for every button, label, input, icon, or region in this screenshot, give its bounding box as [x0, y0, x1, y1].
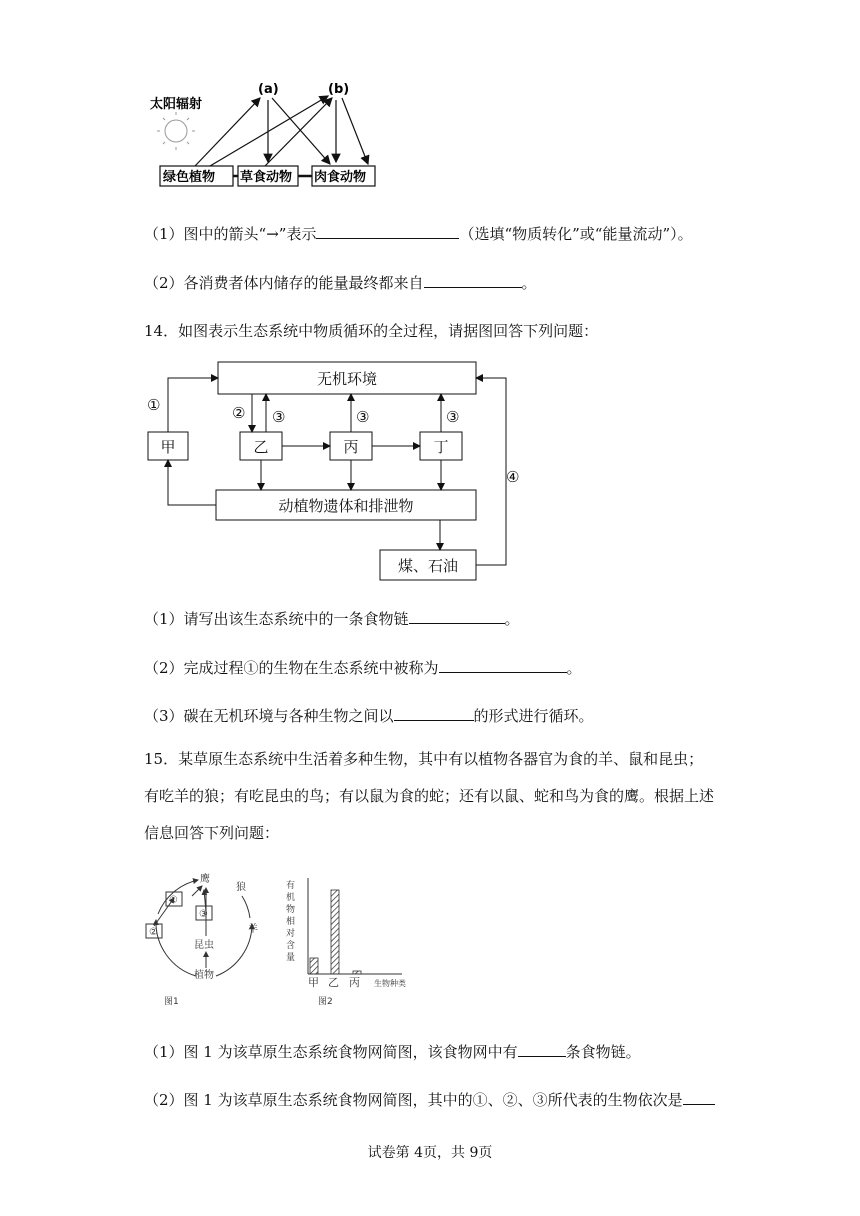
- insect-label: 昆虫: [194, 940, 214, 951]
- y-axis-label-char: 对: [286, 929, 296, 939]
- q13-sub1-blank[interactable]: [316, 222, 459, 239]
- ding-label: 丁: [433, 438, 449, 456]
- process-4-label: ④: [506, 468, 520, 486]
- figure-2-caption: 图2: [318, 997, 333, 1007]
- y-axis-label-char: 相: [286, 917, 296, 927]
- q15-sub2-blank[interactable]: [683, 1088, 715, 1105]
- sheep-label: 羊: [248, 924, 258, 935]
- inorganic-env-label: 无机环境: [316, 370, 378, 388]
- bar-bing: [353, 971, 361, 974]
- q14-sub2-blank[interactable]: [439, 656, 567, 673]
- bar-yi: [331, 890, 339, 974]
- a-label: (a): [258, 82, 279, 97]
- carbon-cycle-diagram: [140, 360, 530, 584]
- green-plant-label: 绿色植物: [163, 170, 216, 185]
- q15-sub1-blank[interactable]: [518, 1040, 566, 1057]
- process-3-label-ding: ③: [446, 408, 460, 426]
- carnivore-label: 肉食动物: [314, 170, 367, 185]
- node-1-label: ①: [169, 895, 178, 906]
- y-axis-label-char: 物: [286, 905, 296, 915]
- q15-sub2: （2）图 1 为该草原生态系统食物网简图，其中的①、②、③所代表的生物依次是: [144, 1088, 715, 1110]
- q13-sub1: （1）图中的箭头“→”表示 （选填“物质转化”或“能量流动”）。: [144, 222, 693, 244]
- figure-1-caption: 图1: [164, 997, 179, 1007]
- sun-label: 太阳辐射: [150, 97, 203, 112]
- energy-flow-diagram: [150, 78, 390, 190]
- cat-bing: 丙: [349, 976, 360, 989]
- q14-title: 14．如图表示生态系统中物质循环的全过程，请据图回答下列问题：: [144, 322, 599, 340]
- node-2-label: ②: [149, 927, 158, 938]
- y-axis-label-char: 量: [286, 953, 296, 963]
- y-axis-label-char: 有: [286, 881, 296, 891]
- page-footer: 试卷第 4页，共 9页: [367, 1145, 493, 1161]
- sun-icon: [157, 112, 195, 150]
- y-axis-label-char: 机: [286, 893, 296, 903]
- node-3-label: ③: [199, 909, 208, 920]
- q14-sub1-blank[interactable]: [409, 607, 505, 624]
- process-2-label: ②: [232, 404, 246, 422]
- cat-yi: 乙: [328, 976, 339, 989]
- x-axis-label: 生物种类: [374, 979, 406, 988]
- wolf-label: 狼: [236, 882, 246, 893]
- cat-jia: 甲: [308, 976, 319, 989]
- plant-label: 植物: [194, 970, 214, 981]
- q14-sub1: （1）请写出该生态系统中的一条食物链 。: [144, 607, 520, 629]
- bing-label: 丙: [343, 438, 359, 456]
- q14-sub3: （3）碳在无机环境与各种生物之间以 的形式进行循环。: [144, 704, 594, 726]
- hawk-label: 鹰: [200, 874, 210, 885]
- yi-label: 乙: [253, 438, 269, 456]
- remains-label: 动植物遗体和排泄物: [278, 497, 414, 515]
- b-label: (b): [328, 82, 350, 97]
- q15-text: 15．某草原生态系统中生活着多种生物，其中有以植物各器官为食的羊、鼠和昆虫；有吃羊的狼；有吃昆虫的鸟；有以鼠为食的蛇；还有以鼠、蛇和鸟为食的鹰。根据上述信息回答下列问题：: [144, 750, 715, 842]
- bar-jia: [310, 958, 318, 974]
- herbivore-label: 草食动物: [240, 170, 293, 185]
- food-web-figure-1: [144, 868, 274, 1010]
- process-1-label: ①: [147, 396, 161, 414]
- q15-sub1: （1）图 1 为该草原生态系统食物网简图，该食物网中有 条食物链。: [144, 1040, 641, 1062]
- organic-matter-bar-chart: [278, 864, 428, 1010]
- process-3-label-yi: ③: [272, 408, 286, 426]
- process-3-label-bing: ③: [356, 408, 370, 426]
- q14-sub2: （2）完成过程①的生物在生态系统中被称为 。: [144, 656, 582, 678]
- jia-label: 甲: [160, 438, 176, 456]
- q13-sub2: （2）各消费者体内储存的能量最终都来自 。: [144, 271, 537, 293]
- coal-oil-label: 煤、石油: [397, 557, 459, 575]
- q13-sub2-blank[interactable]: [424, 271, 522, 288]
- q14-sub3-blank[interactable]: [394, 704, 474, 721]
- y-axis-label-char: 含: [286, 941, 296, 951]
